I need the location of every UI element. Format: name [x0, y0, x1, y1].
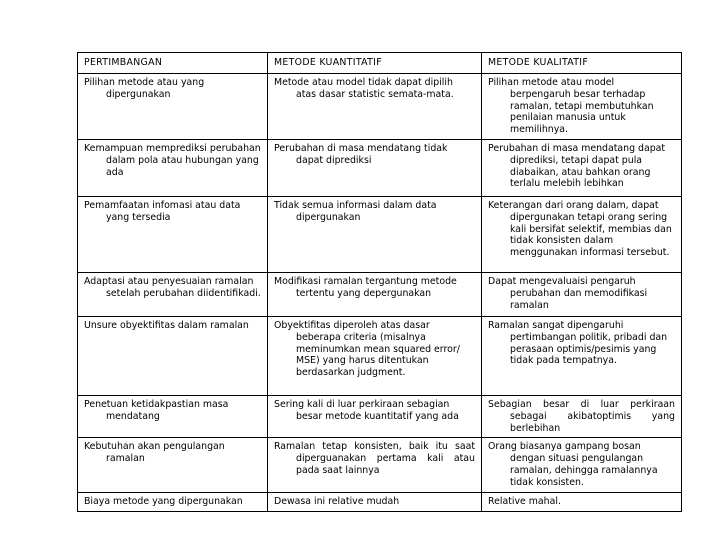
- cell-text: Perubahan di masa mendatang dapat diprediksi, tetapi dapat pula diabaikan, atau bahkan orang terlalu melebih lebihkan: [488, 142, 666, 190]
- table-cell: [482, 74, 682, 140]
- cell-text: Dapat mengevaluaisi pengaruh perubahan dan memodifikasi ramalan: [488, 275, 648, 311]
- table-cell: [482, 492, 682, 511]
- cell-text: Sering kali di luar perkiraan sebagian besar metode kuantitatif yang ada: [274, 398, 459, 422]
- cell-text: Adaptasi atau penyesuaian ramalan setelah perubahan diidentifikadi.: [84, 275, 261, 299]
- cell-text: Pilihan metode atau yang dipergunakan: [84, 77, 205, 100]
- cell-text: Sebagian besar di luar perkiraan sebagai akibatoptimis yang berlebihan: [488, 398, 675, 434]
- cell-text: Kemampuan memprediksi perubahan dalam pola atau hubungan yang ada: [84, 142, 261, 178]
- cell-text: Unsure obyektifitas dalam ramalan: [84, 319, 249, 331]
- cell-text: Ramalan tetap konsisten, baik itu saat diperguanakan pertama kali atau pada saat lainnya: [274, 441, 475, 476]
- table-cell: [78, 74, 268, 140]
- table-cell: [268, 438, 482, 492]
- table-cell: [268, 74, 482, 140]
- table-row: [78, 395, 682, 437]
- table-row: [78, 74, 682, 140]
- table-cell: [78, 316, 268, 395]
- cell-text: Ramalan sangat dipengaruhi pertimbangan politik, pribadi dan perasaan optimis/pesimis yang tidak pada tempatnya.: [488, 319, 668, 367]
- cell-text: Tidak semua informasi dalam data dipergunakan: [274, 199, 437, 223]
- cell-text: Penetuan ketidakpastian masa mendatang: [84, 398, 229, 422]
- table-row: [78, 316, 682, 395]
- cell-text: Obyektifitas diperoleh atas dasar beberapa criteria (misalnya meminumkan mean squared error/ MSE) yang harus ditentukan berdasarkan judgment.: [274, 319, 460, 379]
- cell-text: Dewasa ini relative mudah: [274, 495, 400, 507]
- table-cell: [482, 196, 682, 272]
- table-header-row: [78, 53, 682, 74]
- table-row: [78, 438, 682, 492]
- table-cell: [78, 139, 268, 196]
- table-cell: [78, 196, 268, 272]
- cell-text: Perubahan di masa mendatang tidak dapat diprediksi: [274, 142, 448, 166]
- table-cell: [78, 492, 268, 511]
- table-cell: [482, 395, 682, 437]
- table-cell: [78, 272, 268, 316]
- cell-text: Metode atau model tidak dapat dipilih atas dasar statistic semata-mata.: [274, 77, 454, 100]
- cell-text: Pilihan metode atau model berpengaruh besar terhadap ramalan, tetapi membutuhkan penilaian manusia untuk memilihnya.: [488, 77, 654, 136]
- cell-text: Relative mahal.: [488, 495, 561, 507]
- cell-text: Biaya metode yang dipergunakan: [84, 495, 243, 507]
- table-cell: [78, 395, 268, 437]
- table-cell: [268, 316, 482, 395]
- table-row: [78, 196, 682, 272]
- table-cell: [482, 438, 682, 492]
- header-kualitatif: METODE KUALITATIF: [482, 53, 682, 74]
- table-cell: [78, 438, 268, 492]
- cell-text: Pemamfaatan infomasi atau data yang tersedia: [84, 199, 241, 223]
- cell-text: Keterangan dari orang dalam, dapat dipergunakan tetapi orang sering kali bersifat selektif, membias dan tidak konsisten dalam menggunakan informasi tersebut.: [488, 199, 672, 259]
- table-cell: [268, 196, 482, 272]
- table-cell: [482, 272, 682, 316]
- table-row: [78, 492, 682, 511]
- table-row: [78, 139, 682, 196]
- table-cell: [482, 316, 682, 395]
- table-cell: [268, 492, 482, 511]
- header-kuantitatif: METODE KUANTITATIF: [268, 53, 482, 74]
- cell-text: Orang biasanya gampang bosan dengan situasi pengulangan ramalan, dehingga ramalannya tidak konsisten.: [488, 441, 658, 488]
- table-row: [78, 272, 682, 316]
- cell-text: Kebutuhan akan pengulangan ramalan: [84, 441, 225, 465]
- table-cell: [268, 395, 482, 437]
- table-cell: [268, 139, 482, 196]
- comparison-table: [77, 52, 682, 512]
- cell-text: Modifikasi ramalan tergantung metode tertentu yang depergunakan: [274, 275, 457, 299]
- header-pertimbangan: PERTIMBANGAN: [78, 53, 268, 74]
- table-cell: [268, 272, 482, 316]
- table-cell: [482, 139, 682, 196]
